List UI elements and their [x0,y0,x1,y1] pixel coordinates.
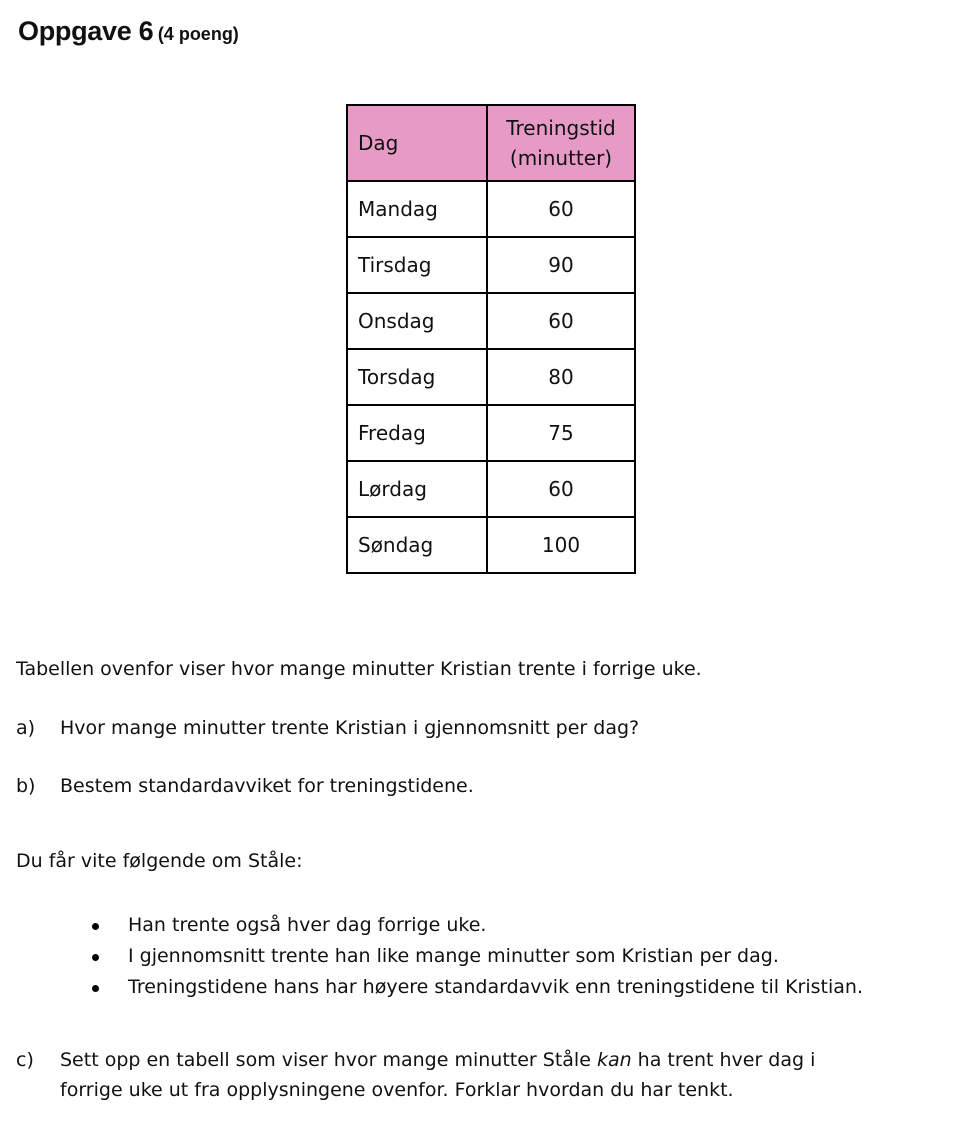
day-cell: Onsdag [347,293,487,349]
table-row [347,181,635,237]
minutes-cell: 75 [487,405,635,461]
question-c-line2: forrige uke ut fra opplysningene ovenfor. Forklar hvordan du har tenkt. [60,1079,734,1101]
question-b [16,775,474,797]
table-row [347,293,635,349]
question-c-text [60,1045,815,1105]
question-a-letter: a) [16,717,36,739]
question-a [16,717,639,739]
training-time-table [346,104,636,574]
day-cell: Tirsdag [347,237,487,293]
header-day: Dag [347,105,487,181]
header-training-time [487,105,635,181]
minutes-cell: 60 [487,461,635,517]
day-cell: Torsdag [347,349,487,405]
table-row [347,517,635,573]
minutes-cell: 80 [487,349,635,405]
list-item: Treningstidene hans har høyere standardavvik enn treningstidene til Kristian. [90,972,863,1003]
table-row [347,461,635,517]
question-a-text: Hvor mange minutter trente Kristian i gjennomsnitt per dag? [60,717,640,739]
header-training-time-line2: (minutter) [509,146,613,170]
minutes-cell: 60 [487,293,635,349]
minutes-cell: 100 [487,517,635,573]
minutes-cell: 90 [487,237,635,293]
question-c-letter: c) [16,1049,34,1071]
task-heading: Oppgave 6 [18,16,154,46]
day-cell: Lørdag [347,461,487,517]
task-title [18,16,239,47]
list-item: Han trente også hver dag forrige uke. [90,910,863,941]
list-item: I gjennomsnitt trente han like mange minutter som Kristian per dag. [90,941,863,972]
day-cell: Fredag [347,405,487,461]
table-header-row [347,105,635,181]
minutes-cell: 60 [487,181,635,237]
question-c-line1-start: Sett opp en tabell som viser hvor mange minutter Ståle [60,1049,597,1071]
task-points: (4 poeng) [157,24,239,44]
stale-facts-list [90,910,863,1003]
question-b-text: Bestem standardavviket for treningstidene. [60,775,474,797]
stale-intro: Du får vite følgende om Ståle: [16,850,303,872]
question-b-letter: b) [16,775,36,797]
table-row [347,237,635,293]
question-c [16,1045,816,1101]
table-row [347,349,635,405]
question-c-emphasis: kan [596,1049,632,1071]
intro-text: Tabellen ovenfor viser hvor mange minutter Kristian trente i forrige uke. [16,658,702,680]
question-c-line1-end: ha trent hver dag i [631,1049,816,1071]
table-row [347,405,635,461]
day-cell: Søndag [347,517,487,573]
day-cell: Mandag [347,181,487,237]
header-training-time-line1: Treningstid [506,116,616,140]
